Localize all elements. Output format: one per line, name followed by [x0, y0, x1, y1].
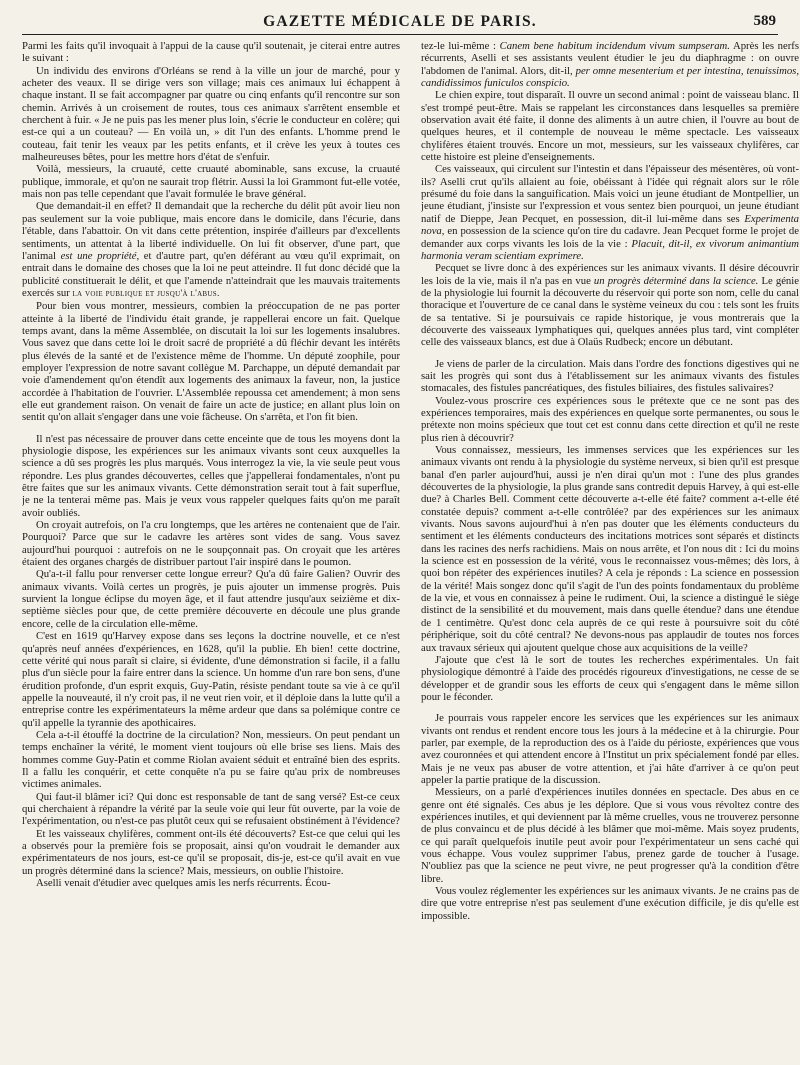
- paragraph: Vous connaissez, messieurs, les immenses services que les expériences sur les animaux vivants ont rendu à la physiologie du système nerveux, si bien qu'il est presque banal d'en parler aujourd'hui, aussi je n'en dirai qu'un mot : l'une des plus grandes découvertes de la physiologie, la plus grande sans contredit depuis Harvey, à qui est-elle due? à Charles Bell. Comment cette découverte a-t-elle été faite? comment a-t-elle été constatée depuis? comment a-t-elle contrôlée? par des expériences sur les animaux vivants. Nous savons aujourd'hui à n'en pas douter que les éléments conducteurs du sentiment et les éléments conducteurs des incitations motrices sont séparés et distincts dans les racines des nerfs rachidiens. Mais on nous arrête, et l'on nous dit : Ici du moins la science est en possession de la vérité, vous le reconnaissez vous-mêmes; dès lors, à quoi bon répéter des expériences inutiles? A cela je réponds : La science en possession de la vérité! Mais songez donc qu'il s'agit de l'un des points fondamentaux du problème de la vie, et vous en connaissez à peine le rudiment. Oui, la science a distingué le siège distinct de la sensibilité et du mouvement, mais dans quelle étendue? dans une étendue de 1 centimètre. Qu'est donc cela auprès de ce qui reste à poursuivre soit du côté périphérique, soit du côté central? Ne devons-nous pas applaudir de toutes nos forces aux travaux sérieux qui ajoutent quelque chose aux acquisitions de la veille?: [421, 444, 799, 654]
- left-column: [22, 40, 400, 1058]
- paragraph: On croyait autrefois, on l'a cru longtemps, que les artères ne contenaient que de l'air. Pourquoi? Parce que sur le cadavre les artères sont vides de sang. Vous savez aujourd'hui pourquoi : autrefois on ne le soupçonnait pas. On croyait que les artères étaient des organes chargés de distribuer partout l'air inspiré dans le poumon.: [22, 519, 400, 569]
- paragraph: Je viens de parler de la circulation. Mais dans l'ordre des fonctions digestives qui ne sait les progrès qui sont dus à l'établissement sur les animaux vivants des fistules stomacales, des fistules pancréatiques, des fistules biliaires, des fistules salivaires?: [421, 357, 799, 395]
- paragraph: Voulez-vous proscrire ces expériences sous le prétexte que ce ne sont pas des expériences temporaires, mais des expériences en quelque sorte permanentes, ou sous le prétexte non moins spécieux que tout cet est connu dans cette direction et qu'il ne reste plus rien à découvrir?: [421, 394, 799, 444]
- emphasis: est une propriété: [60, 249, 137, 262]
- paragraph: Cela a-t-il étouffé la doctrine de la circulation? Non, messieurs. On peut pendant un temps enchaîner la vérité, le moment vient toujours où elle brise ses liens. Mais des hommes comme Guy-Patin et comme Riolan avaient séduit et entraîné bien des esprits. Il a fallu les conquérir, et cette conquête n'a pu se faire qu'au prix de nombreuses victimes animales.: [22, 728, 400, 791]
- page-number: 589: [753, 13, 776, 29]
- paragraph: tez-le lui-même : Canem bene habitum incidendum vivum sumpseram. Après les nerfs récurrents, Aselli et ses assistants veulent étudier le jeu du diaphragme : on ouvre l'abdomen de l'animal. Alors, dit-il, per omne mesenterium et per intestina, tenuissimos, candidissimos funiculos conspicio.: [421, 40, 799, 90]
- emphasis: un progrès déterminé dans la science.: [593, 274, 759, 287]
- paragraph: Et les vaisseaux chylifères, comment ont-ils été découverts? Est-ce que celui qui les a observés pour la première fois se proposait, ainsi qu'on voudrait le demander aux expérimentateurs de nos jours, est-ce qu'il se proposait, dis-je, est-ce qu'il avait en vue un progrès déterminé dans la science? Mais, messieurs, on oublie l'histoire.: [22, 827, 400, 877]
- paragraph: Qui faut-il blâmer ici? Qui donc est responsable de tant de sang versé? Est-ce ceux qui cherchaient à répandre la vérité par la seule voie qui leur fût ouverte, par la voie de l'expérimentation, ou n'est-ce pas plutôt ceux qui se refusaient obstinément à l'évidence?: [22, 790, 400, 828]
- small-caps-text: la voie publique et jusqu'à l'abus.: [72, 288, 220, 299]
- paragraph: Il n'est pas nécessaire de prouver dans cette enceinte que de tous les moyens dont la physiologie dispose, les expériences sur les animaux vivants sont ceux auxquelles la science a dû ses progrès les plus marqués. Vous interrogez la vie, la vie seule peut vous répondre. Les plus grandes découvertes, celles que j'appellerai fondamentales, n'ont pu être faites que sur les animaux vivants. Cette démonstration serait tout à fait superflue, je ne la tenterai même pas. Mais je veux vous rappeler quelques faits qu'on me paraît avoir oubliés.: [22, 432, 400, 519]
- emphasis: Experimenta nova: [421, 212, 799, 238]
- paragraph: Que demandait-il en effet? Il demandait que la recherche du délit pût avoir lieu non pas seulement sur la voie publique, mais encore dans le domicile, dans l'écurie, dans l'étable, dans l'abattoir. On vit dans cette prétention, inspirée d'ailleurs par d'excellents sentiments, un attentat à la liberté individuelle. On lui fit observer, d'une part, que l'animal est une propriété, et d'autre part, qu'en déférant au vœu qu'il exprimait, on entrait dans le domaine des choses que la loi ne peut atteindre. Il fut donc décidé que la publicité constituerait le délit, et que l'amende n'atteindrait que les mauvais traitements exercés sur la voie publique et jusqu'à l'abus.: [22, 200, 400, 299]
- paragraph: Pour bien vous montrer, messieurs, combien la préoccupation de ne pas porter atteinte à la liberté de l'individu était grande, je rappellerai encore un fait. Quelque temps avant, dans la même Assemblée, on discutait la loi sur les logements insalubres. Vous savez que dans cette loi le droit sacré de propriété a dû fléchir devant les intérêts plus élevés de la santé et de l'existence même de l'homme. Un député zoophile, pour employer l'expression de notre savant collègue M. Parchappe, un député demandait par voie d'amendement qu'on étendît aux logements des animaux la faveur, non, la justice accordée à l'habitation de l'ouvrier. L'Assemblée repoussa cet amendement; à mon sens elle eut grandement raison. On venait de faire un acte de justice; en allant plus loin on sentit qu'on allait s'engager dans une voie fâcheuse. On s'arrêta, et l'on fit bien.: [22, 300, 400, 424]
- right-column: [421, 40, 799, 1058]
- paragraph: Je pourrais vous rappeler encore les services que les expériences sur les animaux vivants ont rendus et rendent encore tous les jours à la médecine et à la chirurgie. Pour parler, par exemple, de la reproduction des os à l'aide du périoste, expériences que vous avez couronnées et qui attendent encore à l'Institut un prix spécialement fondé par elles. Mais je ne veux pas abuser de votre attention, et j'ai hâte d'arriver à ce qu'on peut appeler la partie pratique de la discussion.: [421, 712, 799, 786]
- paragraph: J'ajoute que c'est là le sort de toutes les recherches expérimentales. Un fait physiologique démontré à l'aide des procédés rigoureux d'investigations, ne cesse de se développer et de grandir sous les efforts de ceux qui s'engagent dans le même sillon pour le féconder.: [421, 653, 799, 703]
- paragraph: Un individu des environs d'Orléans se rend à la ville un jour de marché, pour y acheter des veaux. Il se dirige vers son village; mais ces animaux lui échappent à chaque instant. Il se fait accompagner par quatre ou cinq enfants qu'il rencontre sur son chemin. Arrivés à un croisement de routes, tous ces animaux s'arrêtent ensemble et cherchent à fuir. « Je ne puis pas les mener plus loin, s'écrie le conducteur en colère; qui est-ce qui a un couteau? — En voilà un, » dit l'un des enfants. L'homme prend le couteau, fait tenir les veaux par les petits enfants, et il crève les yeux à toutes ces malheureuses bêtes, pour les mettre hors d'état de s'enfuir.: [22, 64, 400, 164]
- paragraph: Qu'a-t-il fallu pour renverser cette longue erreur? Qu'a dû faire Galien? Ouvrir des animaux vivants. Voilà certes un progrès, je puis ajouter un immense progrès. Puis survient la longue éclipse du moyen âge, et il faut attendre jusqu'aux seizième et dix-septième siècles pour que, de cette première découverte en découle une plus grande encore, celle de la circulation elle-même.: [22, 568, 400, 630]
- two-column-body: [22, 40, 799, 1058]
- latin-quote: per omne mesenterium et per intestina, tenuissimos, candidissimos funiculos conspicio.: [421, 64, 799, 90]
- paragraph: C'est en 1619 qu'Harvey expose dans ses leçons la doctrine nouvelle, et ce n'est qu'après neuf années d'expériences, en 1628, qu'il la publie. Eh bien! cette doctrine, cette vérité qui nous paraît si claire, si évidente, d'une démonstration si facile, il a fallu plus d'un siècle pour la faire entrer dans la science. Un homme d'un rare bon sens, d'une érudition profonde, d'un esprit exquis, Guy-Patin, résiste pendant toute sa vie à ce qu'il appelle la nouveauté, il n'y croit pas, il ne veut rien voir, et il déploie dans la lutte qu'il a entreprise contre les expérimentateurs la même ardeur que dans sa polémique contre ce qu'il appelle la tyrannie des apothicaires.: [22, 630, 400, 729]
- latin-quote: Placuit, dit-il, ex vivorum animantium harmonia veram scientiam exprimere.: [421, 237, 799, 262]
- paragraph: Messieurs, on a parlé d'expériences inutiles données en spectacle. Des abus en ce genre ont été signalés. Ces abus je les déplore. Que si vous vous révoltez contre des expériences inutiles, et qui deviennent par là même cruelles, vous ne trouverez personne de plus convaincu et de plus décidé à les blâmer que moi-même. Mais soyez prudents, ce qui paraît quelquefois inutile peut avoir pour l'expérimentateur un sens caché qui vous échappe. Vous voulez supprimer l'abus, prenez garde de toucher à l'usage. N'oubliez pas que la science ne peut vivre, ne peut progresser qu'à la condition d'être libre.: [421, 786, 799, 885]
- paragraph: Vous voulez réglementer les expériences sur les animaux vivants. Je ne crains pas de dire que votre entreprise n'est pas seulement d'une exécution difficile, je dis qu'elle est impossible.: [421, 885, 799, 922]
- page-header: [22, 10, 778, 35]
- latin-quote: Canem bene habitum incidendum vivum sumpseram.: [499, 40, 730, 52]
- paragraph: Voilà, messieurs, la cruauté, cette cruauté abominable, sans excuse, la cruauté publique, immorale, et qu'on ne saurait trop flétrir. Aussi la loi Grammont fut-elle votée, mais non pas telle cependant que l'avait formulée le brave général.: [22, 163, 400, 201]
- paragraph: Ces vaisseaux, qui circulent sur l'intestin et dans l'épaisseur des mésentères, où vont-ils? Aselli crut qu'ils allaient au foie, obéissant à l'idée qui régnait alors sur le rôle présumé du foie dans la sanguification. Mais voici un jeune étudiant de Montpellier, un jeune étudiant, j'insiste sur l'expression et vous sentez bien pourquoi, un jeune étudiant natif de Dieppe, Jean Pecquet, en possession, dit-il lui-même dans ses Experimenta nova, en possession de la science qu'on tire du cadavre. Jean Pecquet forme le projet de demander aux corps vivants les lois de la vie : Placuit, dit-il, ex vivorum animantium harmonia veram scientiam exprimere.: [421, 163, 799, 262]
- paragraph: Pecquet se livre donc à des expériences sur les animaux vivants. Il désire découvrir les lois de la vie, mais il n'a pas en vue un progrès déterminé dans la science. Le génie de la physiologie lui fournit la découverte du réservoir qui porte son nom, celle du canal thoracique et l'ouverture de ce canal dans le système veineux du cou : tels sont les fruits de sa tentative. Si je poursuivais ce rapide historique, je vous montrerais que la découverte des vaisseaux lymphatiques qui, quelques années plus tard, vint compléter celle des vaisseaux blancs, est due à Olaüs Rudbeck; encore un débutant.: [421, 262, 799, 349]
- paragraph: Aselli venait d'étudier avec quelques amis les nerfs récurrents. Écou-: [36, 877, 331, 890]
- running-title: GAZETTE MÉDICALE DE PARIS.: [263, 13, 537, 30]
- paragraph: Parmi les faits qu'il invoquait à l'appui de la cause qu'il soutenait, je citerai entre autres le suivant :: [22, 40, 400, 65]
- paragraph: Le chien expire, tout disparaît. Il ouvre un second animal : point de vaisseau blanc. Il s'est trompé peut-être. Mais se rappelant les circonstances dans lesquelles sa première observation avait été faite, il donne des aliments à un autre chien, il l'ouvre au bout de quelques heures, et il contemple de nouveau le même spectacle. Les vaisseaux chylifères étaient trouvés. Encore un mot, messieurs, sur les vaisseaux chylifères, car cette histoire est pleine d'enseignements.: [421, 89, 799, 164]
